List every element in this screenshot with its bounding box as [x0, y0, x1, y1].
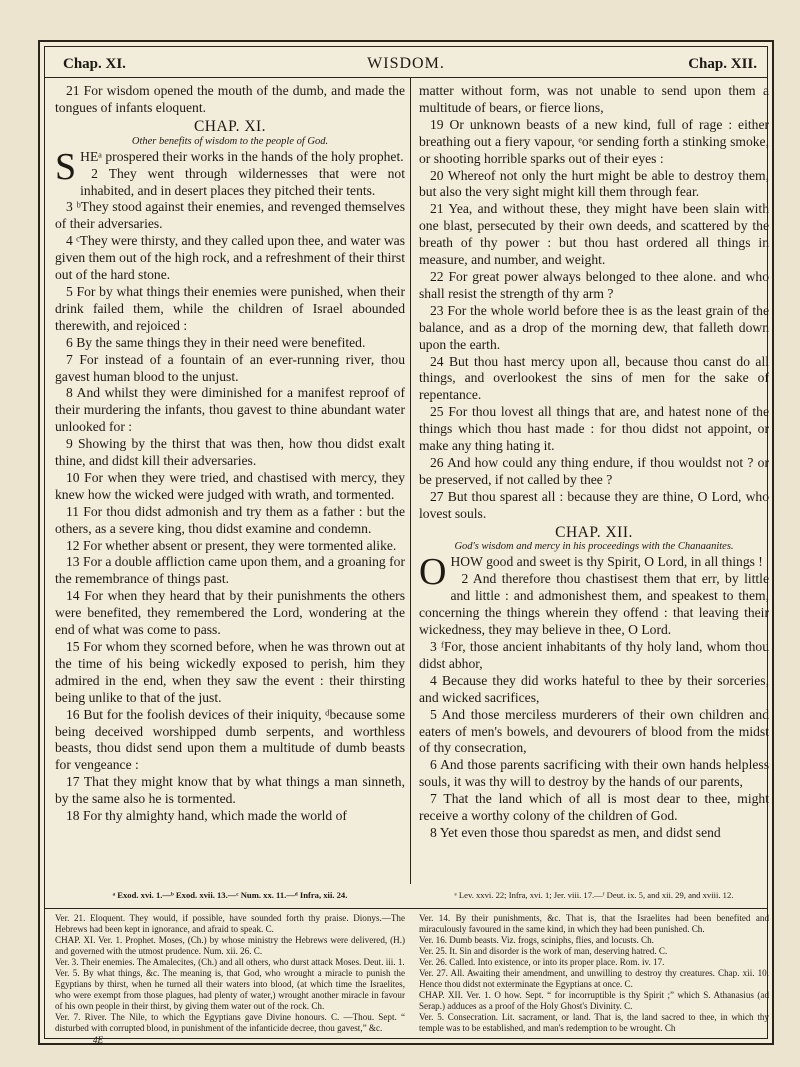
verse: 19 Or unknown beasts of a new kind, full of rage : either breathing out a fiery vapour, ᵉor sending forth a stinking smoke, or shooting horrible sparks out of their eyes : [419, 116, 769, 166]
header-book-title: WISDOM. [367, 55, 445, 72]
cross-reference-footnote-right: ᵉ Lev. xxvi. 22; Infra, xvi. 1; Jer. viii. 17.—ᶠ Deut. ix. 5, and xii. 29, and xviii. 12. [454, 890, 734, 900]
note: Ver. 27. All. Awaiting their amendment, and unwilling to destroy thy creatures. Chap. xii. 10. Hence thou didst not exterminate the Egyptians at once. C. [419, 967, 769, 989]
header-left-chapter: Chap. XI. [63, 56, 126, 72]
note: Ver. 26. Called. Into existence, or into its proper place. Rom. iv. 17. [419, 956, 665, 967]
verse: 2 They went through wildernesses that were not inhabited, and in desert places they pitched their tents. [80, 165, 405, 198]
verse: 2 And therefore thou chastisest them that err, by little and little : and admonishest them, and speakest to them, concerning the things wherein they offend : that leaving their wickedness, they may believe in thee, O Lord. [419, 571, 769, 638]
verse: 9 Showing by the thirst that was then, how thou didst exalt thine, and didst kill their adversaries. [55, 436, 405, 469]
header-right-chapter: Chap. XII. [688, 56, 757, 72]
verse-continuation: matter without form, was not unable to send upon them a multitude of bears, or fierce lions, [419, 83, 769, 115]
chapter-12-summary: God's wisdom and mercy in his proceedings with the Chanaanites. [454, 541, 734, 553]
signature-mark: 4E [93, 1035, 103, 1045]
verse: 24 But thou hast mercy upon all, because thou canst do all things, and overlookest the sins of men for the sake of repentance. [419, 353, 769, 403]
note: Ver. 5. Consecration. Lit. sacrament, or land. That is, the land sacred to thee, in which thy temple was to be established, and man's redemption to be wrought. Ch [419, 1011, 769, 1033]
verse: 6 And those parents sacrificing with their own hands helpless souls, it was thy will to destroy by the hands of our parents, [419, 757, 769, 790]
verse: 22 For great power always belonged to thee alone. and who shall resist the strength of thy arm ? [419, 268, 769, 301]
drop-cap: S [55, 145, 77, 188]
verse: 8 And whilst they were diminished for a manifest reproof of their murdering the infants, thou gavest to thine abundant water unlooked for : [55, 385, 405, 435]
verse: 23 For the whole world before thee is as the least grain of the balance, and as a drop of the morning dew, that falleth down upon the earth. [419, 302, 769, 352]
verse: 7 That the land which of all is most dear to thee, might receive a worthy colony of the children of God. [419, 791, 769, 824]
verse: 21 Yea, and without these, they might have been slain with one blast, persecuted by their own deeds, and scattered by the breath of thy power : but thou hast ordered all things in measure, and number, and weight. [419, 201, 769, 268]
verse: 15 For whom they scorned before, when he was thrown out at the time of his being wickedly exposed to perish, him they admired in the end, when they saw the event : their thirsting being unlike to that of the just. [55, 639, 405, 705]
verse: 27 But thou sparest all : because they are thine, O Lord, who lovest souls. [419, 488, 769, 521]
note: Ver. 5. By what things, &c. The meaning is, that God, who wrought a miracle to punish the Egyptians by thirst, when he turned all their waters into blood, (at which time the Israelites, who were exempt from those plagues, had plenty of water,) wrought another miracle in favour of his own people in their thirst, by giving them water out of the rock. Ch. [55, 967, 405, 1011]
verse: 11 For thou didst admonish and try them as a father : but the others, as a severe king, thou didst examine and condemn. [55, 503, 405, 536]
verse: 7 For instead of a fountain of an ever-running river, thou gavest human blood to the unjust. [55, 351, 405, 384]
verse: 6 By the same things they in their need were benefited. [66, 334, 366, 350]
note: CHAP. XII. Ver. 1. O how. Sept. “ for incorruptible is thy Spirit ;” which S. Athanasius (ad Serap.) adduces as a proof of the Holy Ghost's Divinity. C. [419, 989, 769, 1011]
verse: 5 For by what things their enemies were punished, when their drink failed them, while the children of Israel abounded therewith, and rejoiced : [55, 283, 405, 333]
chapter-11-title: CHAP. XI. [193, 117, 267, 135]
note: Ver. 3. Their enemies. The Amalecites, (Ch.) and all others, who durst attack Moses. Deut. iii. 1. [55, 956, 405, 967]
verse: 10 For when they were tried, and chastised with mercy, they knew how the wicked were judged with wrath, and tormented. [55, 469, 405, 502]
verse: 14 For when they heard that by their punishments the others were benefited, they remembered the Lord, wondering at the end of what was come to pass. [55, 588, 405, 638]
verse: 8 Yet even those thou sparedst as men, and didst send [430, 824, 721, 840]
verse: 25 For thou lovest all things that are, and hatest none of the things which thou hast made : for thou didst not appoint, or make any thing hating it. [419, 404, 769, 454]
column-divider [410, 77, 411, 884]
verse-21: 21 For wisdom opened the mouth of the dumb, and made the tongues of infants eloquent. [55, 83, 405, 115]
note: Ver. 14. By their punishments, &c. That is, that the Israelites had been benefited and miraculously favoured in the same kind, in which they had been punished. Ch. [419, 913, 769, 934]
cross-reference-footnote-left: ᵃ Exod. xvi. 1.—ᵇ Exod. xvii. 13.—ᶜ Num. xx. 11.—ᵈ Infra, xii. 24. [112, 890, 348, 900]
verse: 20 Whereof not only the hurt might be able to destroy them, but also the very sight might kill them through fear. [419, 167, 769, 200]
verse: 12 For whether absent or present, they were tormented alike. [66, 537, 397, 553]
verse: 3 ᵇThey stood against their enemies, and revenged themselves of their adversaries. [55, 199, 405, 232]
note: CHAP. XI. Ver. 1. Prophet. Moses, (Ch.) by whose ministry the Hebrews were delivered, (H.) and governed with the utmost prudence. Num. xii. 26. C. [55, 934, 405, 956]
notes-divider [45, 908, 767, 909]
verse: 17 That they might know that by what things a man sinneth, by the same also he is tormented. [55, 774, 405, 807]
running-header [45, 47, 767, 78]
drop-cap: O [419, 551, 447, 594]
verse: 5 And those merciless murderers of their own children and eaters of men's bowels, and devourers of blood from the midst of thy consecration, [419, 706, 769, 756]
note: Ver. 16. Dumb beasts. Viz. frogs, sciniphs, flies, and locusts. Ch. [419, 934, 654, 945]
verse: 4 ᶜThey were thirsty, and they called upon thee, and water was given them out of the high rock, and a refreshment of their thirst out of the hard stone. [55, 233, 405, 283]
note: Ver. 7. River. The Nile, to which the Egyptians gave Divine honours. C. —Thou. Sept. “ disturbed with corrupted blood, in punishment of the infanticide decree, thou gavest,” &c. [55, 1011, 405, 1033]
right-column [419, 83, 769, 842]
verse-1: SHEᵃ prospered their works in the hands of the holy prophet. [55, 145, 404, 188]
verse: 4 Because they did works hateful to thee by their sorceries, and wicked sacrifices, [419, 672, 769, 705]
bible-page [38, 40, 774, 1045]
verse: 26 And how could any thing endure, if thou wouldst not ? or be preserved, if not called by thee ? [419, 454, 769, 487]
verse: 16 But for the foolish devices of their iniquity, ᵈbecause some being deceived worshipped dumb serpents, and worthless beasts, thou didst send upon them a multitude of dumb beasts for vengeance : [55, 706, 405, 773]
verse: 3 ᶠFor, those ancient inhabitants of thy holy land, whom thou didst abhor, [419, 639, 769, 671]
commentary-right [419, 913, 769, 1033]
chapter-11-summary: Other benefits of wisdom to the people of God. [131, 135, 329, 147]
page-frame [44, 46, 769, 1045]
commentary-left [55, 913, 405, 1033]
verse-1: OHOW good and sweet is thy Spirit, O Lord, in all things ! [419, 551, 763, 594]
verse: 13 For a double affliction came upon them, and a groaning for the remembrance of things past. [55, 554, 405, 587]
chapter-12-title: CHAP. XII. [555, 523, 633, 541]
note: Ver. 21. Eloquent. They would, if possible, have sounded forth thy praise. Dionys.—The Hebrews had been kept in ignorance, and afraid to speak. C. [55, 913, 405, 934]
verse: 18 For thy almighty hand, which made the world of [66, 808, 347, 824]
left-column [55, 83, 405, 825]
note: Ver. 25. It. Sin and disorder is the work of man, deserving hatred. C. [419, 945, 668, 956]
